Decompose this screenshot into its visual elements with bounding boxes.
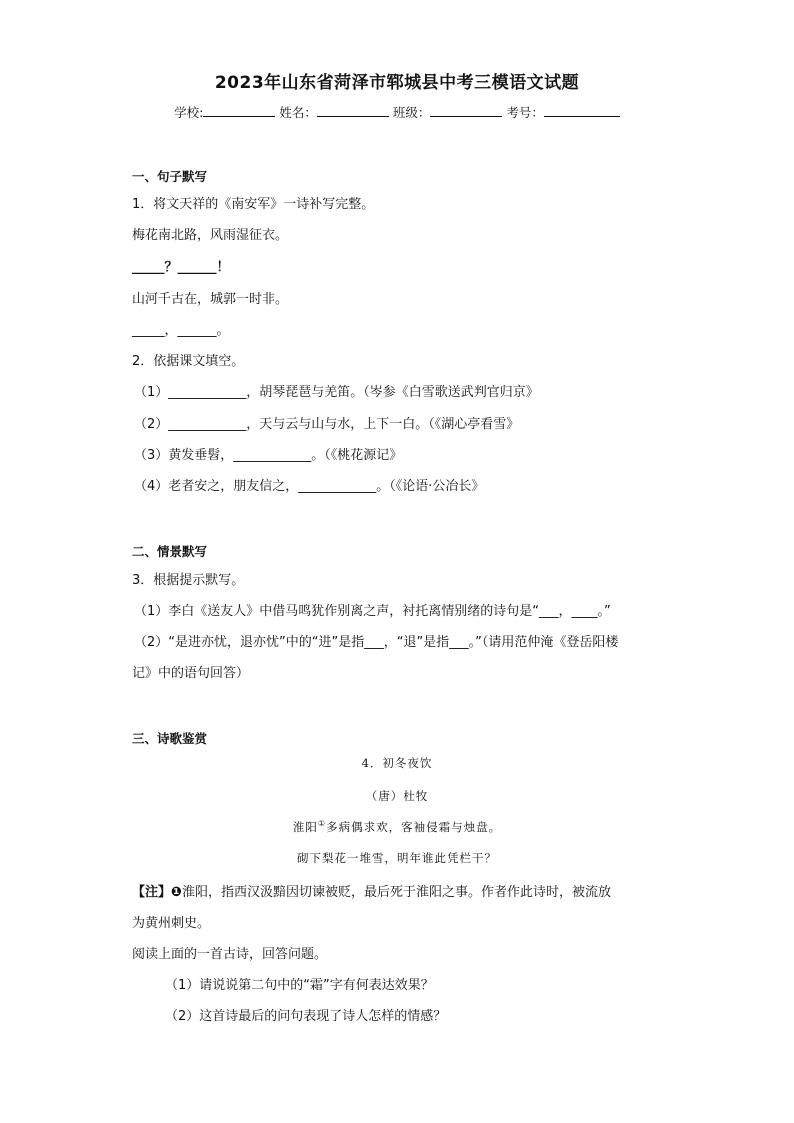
name-label: 姓名：	[279, 105, 317, 120]
question-1: 1．将文天祥的《南安军》一诗补写完整。	[132, 197, 375, 212]
page-title: 2023年山东省菏泽市郓城县中考三模语文试题	[214, 73, 580, 93]
verse-text: 多病偶求欢，客袖侵霜与烛盘。	[326, 820, 502, 834]
section-heading-3: 三、诗歌鉴赏	[132, 731, 208, 746]
fill-blank-line: _____？______！	[132, 260, 230, 275]
class-blank[interactable]	[430, 104, 502, 117]
exam-number-label: 考号：	[506, 105, 544, 120]
poem-author: （唐）杜牧	[365, 789, 429, 803]
question-3-item-2-cont: 记》中的语句回答）	[132, 666, 250, 681]
reading-instruction: 阅读上面的一首古诗，回答问题。	[132, 947, 328, 962]
name-blank[interactable]	[317, 104, 389, 117]
question-2-item-4: （4）老者安之，朋友信之，____________。（《论语·公冶长》	[134, 479, 485, 494]
exam-number-blank[interactable]	[544, 104, 620, 117]
class-label: 班级：	[392, 105, 431, 120]
question-2: 2．依据课文填空。	[132, 354, 245, 369]
note-mark: ❶	[171, 885, 183, 900]
verse-text: 淮阳	[292, 820, 318, 834]
school-blank[interactable]	[203, 104, 275, 117]
question-4-item-1: （1）请说说第二句中的“霜”字有何表达效果？	[165, 978, 434, 993]
question-3-item-1: （1）李白《送友人》中借马鸣犹作别离之声，衬托离情别绪的诗句是“___，____。”	[134, 604, 611, 619]
question-3-item-2: （2）“是进亦忧，退亦忧”中的“进”是指___，“退”是指___。”（请用范仲淹《登岳阳楼	[134, 635, 619, 650]
poem-note-cont: 为黄州刺史。	[132, 916, 211, 931]
poem-verse-2: 砌下梨花一堆雪，明年谁此凭栏干？	[297, 851, 497, 865]
note-label: 【注】	[132, 885, 172, 900]
poem-verse-1	[0, 819, 794, 835]
poem-line: 梅花南北路，风雨湿征衣。	[132, 228, 289, 243]
question-3: 3．根据提示默写。	[132, 573, 245, 588]
question-2-item-1: （1）____________，胡琴琵琶与羌笛。（岑参《白雪歌送武判官归京》	[134, 385, 539, 400]
section-heading-2: 二、情景默写	[132, 544, 208, 559]
question-4-item-2: （2）这首诗最后的问句表现了诗人怎样的情感？	[165, 1009, 447, 1024]
school-label: 学校:	[174, 105, 204, 120]
section-heading-1: 一、句子默写	[132, 169, 208, 184]
question-2-item-3: （3）黄发垂髫，____________。（《桃花源记》	[134, 448, 403, 463]
poem-line: 山河千古在，城郭一时非。	[132, 292, 289, 307]
note-text: 淮阳，指西汉汲黯因切谏被贬，最后死于淮阳之事。作者作此诗时，被流放	[182, 885, 612, 900]
student-info-row	[0, 103, 794, 121]
poem-title: 4．初冬夜饮	[361, 756, 433, 770]
fill-blank-line: _____，______。	[132, 323, 230, 338]
question-2-item-2: （2）____________，天与云与山与水，上下一白。（《湖心亭看雪》	[134, 417, 520, 432]
poem-note	[132, 881, 611, 900]
footnote-mark: ①	[317, 819, 327, 829]
